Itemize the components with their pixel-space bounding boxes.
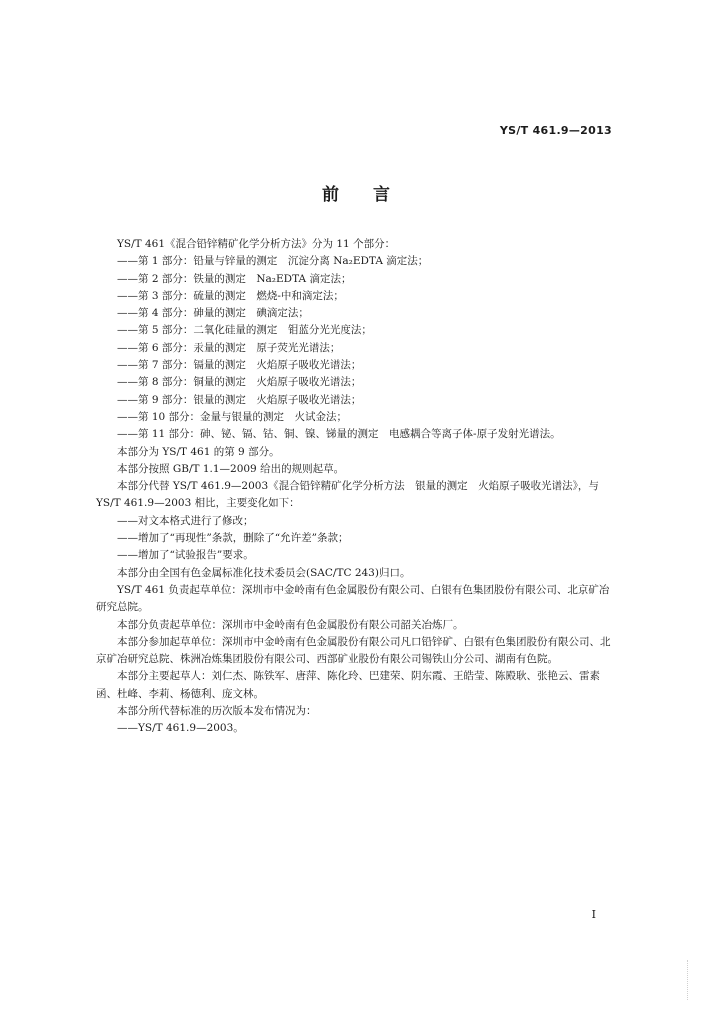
part-item: ——第 2 部分：铁量的测定 Na₂EDTA 滴定法； bbox=[117, 272, 352, 285]
replacement-paragraph: 本部分代替 YS/T 461.9—2003《混合铅锌精矿化学分析方法 银量的测定 火焰原子吸收光谱法》，与 YS/T 461.9—2003 相比，主要变化如下： bbox=[96, 480, 599, 510]
part-item: ——第 9 部分：银量的测定 火焰原子吸收光谱法； bbox=[117, 393, 362, 406]
part-item: ——第 7 部分：镉量的测定 火焰原子吸收光谱法； bbox=[117, 359, 362, 372]
page-number: I bbox=[591, 908, 596, 921]
history-intro: 本部分所代替标准的历次版本发布情况为： bbox=[117, 705, 317, 718]
scan-edge-artifact bbox=[687, 960, 690, 1000]
drafters: 本部分主要起草人：刘仁杰、陈铁军、唐萍、陈化玲、巴建荣、阴东霞、王皓莹、陈殿耿、张艳云、雷素函、杜峰、李莉、杨德利、庞文林。 bbox=[96, 670, 600, 700]
intro-paragraph: YS/T 461《混合铅锌精矿化学分析方法》分为 11 个部分： bbox=[117, 238, 396, 250]
part-responsible-unit: 本部分负责起草单位：深圳市中金岭南有色金属股份有限公司韶关冶炼厂。 bbox=[117, 618, 464, 631]
part-item: ——第 8 部分：铜量的测定 火焰原子吸收光谱法； bbox=[117, 376, 362, 389]
foreword-body bbox=[96, 236, 614, 738]
part-item: ——第 4 部分：砷量的测定 碘滴定法； bbox=[117, 307, 309, 320]
proposed-by: 本部分由全国有色金属标准化技术委员会(SAC/TC 243)归口。 bbox=[117, 566, 411, 579]
part-item: ——第 1 部分：铅量与锌量的测定 沉淀分离 Na₂EDTA 滴定法； bbox=[117, 255, 429, 268]
part-item: ——第 10 部分：金量与银量的测定 火试金法； bbox=[117, 410, 348, 423]
change-item: ——增加了“再现性”条款，删除了“允许差”条款； bbox=[117, 532, 349, 545]
part-item: ——第 6 部分：汞量的测定 原子荧光光谱法； bbox=[117, 341, 341, 354]
part-item: ——第 11 部分：砷、铋、镉、钴、铜、镍、锑量的测定 电感耦合等离子体-原子发射光谱法。 bbox=[117, 428, 561, 441]
history-item: ——YS/T 461.9—2003。 bbox=[117, 722, 244, 735]
part-item: ——第 3 部分：硫量的测定 燃烧-中和滴定法； bbox=[117, 289, 344, 302]
part-item: ——第 5 部分：二氧化硅量的测定 钼蓝分光光度法； bbox=[117, 324, 372, 337]
responsible-units: YS/T 461 负责起草单位：深圳市中金岭南有色金属股份有限公司、白银有色集团股份有限公司、北京矿冶研究总院。 bbox=[96, 583, 610, 614]
part-statement: 本部分为 YS/T 461 的第 9 部分。 bbox=[117, 445, 280, 458]
change-item: ——增加了“试验报告”要求。 bbox=[117, 549, 254, 562]
drafting-rules: 本部分按照 GB/T 1.1—2009 给出的规则起草。 bbox=[117, 462, 345, 475]
standard-number: YS/T 461.9—2013 bbox=[499, 124, 612, 137]
page-title: 前言 bbox=[322, 185, 424, 205]
change-item: ——对文本格式进行了修改； bbox=[117, 514, 254, 527]
participating-units: 本部分参加起草单位：深圳市中金岭南有色金属股份有限公司凡口铅锌矿、白银有色集团股份有限公司、北京矿冶研究总院、株洲冶炼集团股份有限公司、西部矿业股份有限公司锡铁山分公司、湖南有色院。 bbox=[96, 635, 611, 666]
